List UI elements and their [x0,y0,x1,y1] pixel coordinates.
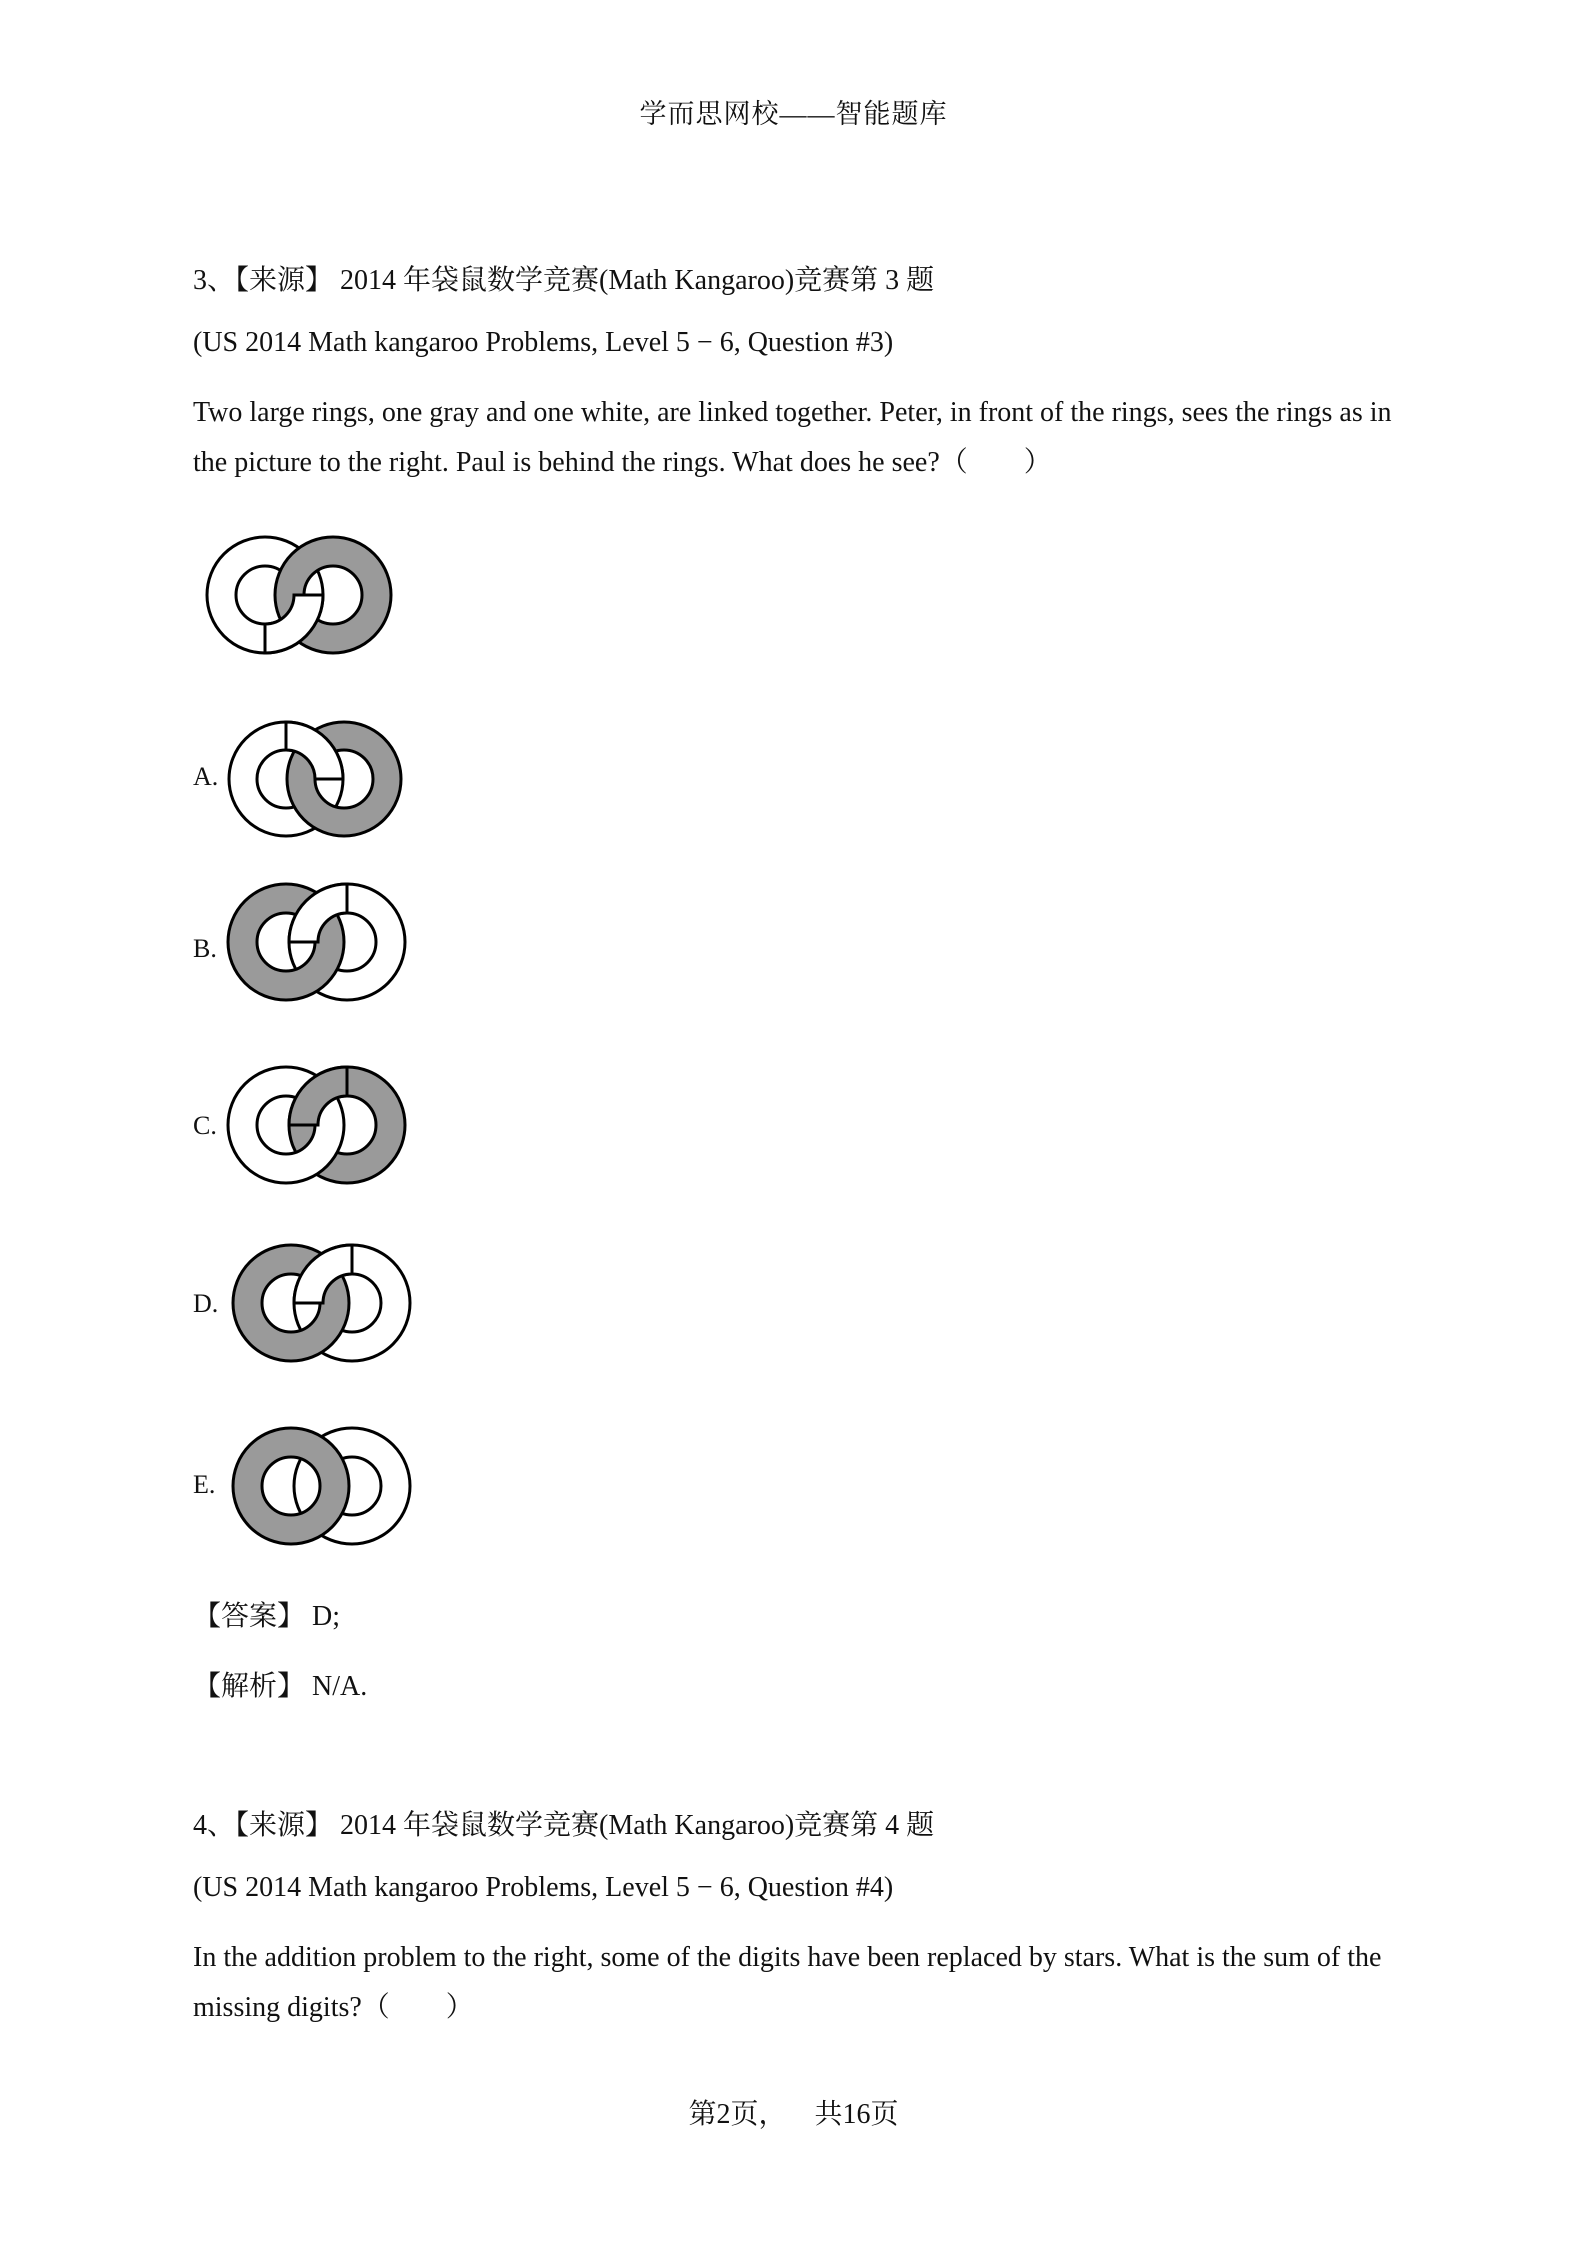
question-3-subtitle: (US 2014 Math kangaroo Problems, Level 5 − 6, Question #3) [193,327,894,358]
option-c-rings [225,1065,407,1185]
option-b-label: B. [193,934,217,963]
option-e-label: E. [193,1470,216,1499]
footer-page-label: 第2页， [688,2099,787,2130]
page-header-title: 学而思网校——智能题库 [639,99,948,129]
question-4-text: In the addition problem to the right, some of the digits have been replaced by stars. What is the sum of the missing digits?（ ） [193,1942,1382,2023]
question-3-figure [195,525,405,665]
option-a-label: A. [193,762,219,791]
option-e-rings [230,1425,412,1547]
question-3-answer: 【答案】 D; [193,1601,341,1632]
option-d-rings [230,1243,412,1363]
question-4-subtitle: (US 2014 Math kangaroo Problems, Level 5 − 6, Question #4) [193,1872,894,1903]
option-a-rings [225,720,405,838]
option-c-label: C. [193,1111,217,1140]
question-3-source: 3、【来源】 2014 年袋鼠数学竞赛(Math Kangaroo)竞赛第 3 题 [193,265,935,296]
page-footer [0,2092,1587,2132]
question-3-analysis: 【解析】 N/A. [193,1671,368,1702]
question-4-source: 4、【来源】 2014 年袋鼠数学竞赛(Math Kangaroo)竞赛第 4 题 [193,1810,935,1841]
option-b-rings [225,882,407,1002]
question-3-text: Two large rings, one gray and one white, are linked together. Peter, in front of the rings, sees the rings as in the picture to the right. Paul is behind the rings. What does he see?（ ） [193,397,1392,478]
option-d-label: D. [193,1289,219,1318]
footer-total-label: 共16页 [814,2099,899,2130]
